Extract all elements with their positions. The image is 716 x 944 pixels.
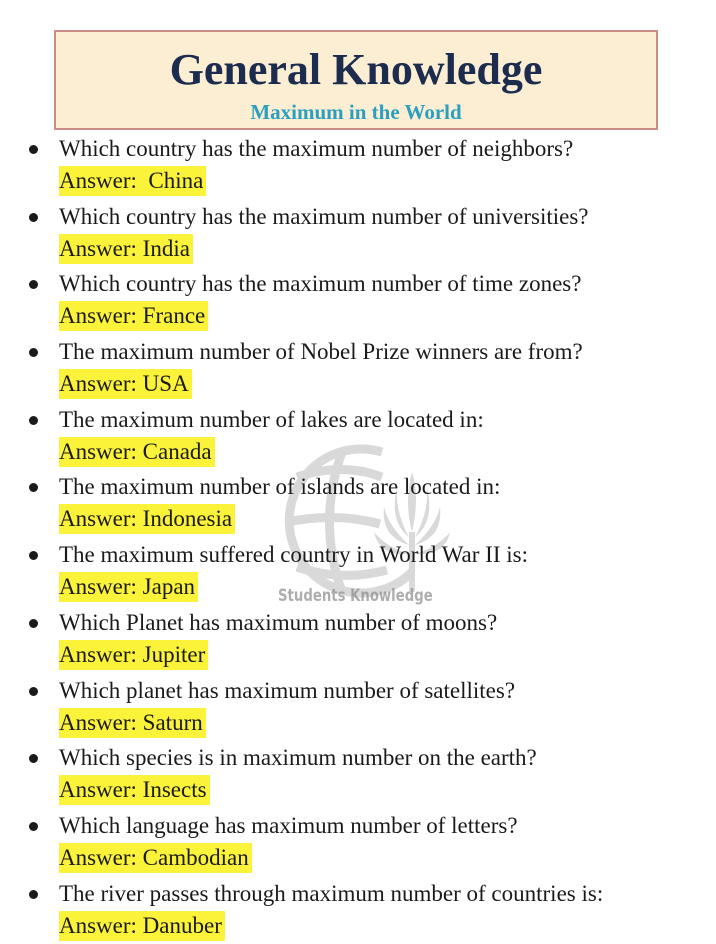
bullet-icon xyxy=(29,687,38,696)
list-item xyxy=(0,200,716,268)
answer-text: Answer: Cambodian xyxy=(59,843,252,873)
question-text: Which country has the maximum number of neighbors? xyxy=(59,136,574,161)
question-text: Which Planet has maximum number of moons? xyxy=(59,609,498,635)
answer-text: Answer: Japan xyxy=(59,572,198,602)
list-item xyxy=(0,741,716,809)
list-item xyxy=(0,335,716,403)
answer-text: Answer: India xyxy=(59,234,193,264)
answer-text: Answer: Saturn xyxy=(59,708,206,738)
bullet-icon xyxy=(29,483,38,492)
question-text: Which country has the maximum number of time zones? xyxy=(59,271,582,297)
bullet-icon xyxy=(29,348,38,357)
answer-text: Answer: Insects xyxy=(59,775,210,805)
page-subtitle: Maximum in the World xyxy=(250,100,462,124)
list-item xyxy=(0,877,716,944)
bullet-icon xyxy=(29,551,38,560)
question-text: Which planet has maximum number of satellites? xyxy=(59,677,516,703)
question-text: Which language has maximum number of letters? xyxy=(59,812,518,838)
bullet-icon xyxy=(29,213,38,222)
answer-text: Answer: Indonesia xyxy=(59,504,235,534)
watermark-text: Students Knowledge xyxy=(278,586,433,606)
list-item xyxy=(0,538,716,606)
bullet-icon xyxy=(29,822,38,831)
list-item xyxy=(0,606,716,674)
answer-text: Answer: Danuber xyxy=(59,911,225,941)
question-text: The maximum number of lakes are located in: xyxy=(59,406,484,432)
question-list xyxy=(0,132,716,944)
answer-text: Answer: China xyxy=(59,166,206,196)
answer-text: Answer: USA xyxy=(59,369,192,399)
answer-text: Answer: Jupiter xyxy=(59,640,208,670)
list-item xyxy=(0,809,716,877)
bullet-icon xyxy=(29,890,38,899)
list-item xyxy=(0,470,716,538)
list-item xyxy=(0,132,716,200)
list-item xyxy=(0,267,716,335)
answer-text: Answer: Canada xyxy=(59,437,215,467)
bullet-icon xyxy=(29,754,38,763)
question-text: Which country has the maximum number of universities? xyxy=(59,203,589,229)
header-box xyxy=(54,30,658,130)
bullet-icon xyxy=(29,416,38,425)
question-text: The river passes through maximum number of countries is: xyxy=(59,880,604,906)
list-item xyxy=(0,674,716,742)
bullet-icon xyxy=(29,619,38,628)
question-text: Which species is in maximum number on the earth? xyxy=(59,745,537,771)
question-text: The maximum number of Nobel Prize winners are from? xyxy=(59,339,583,365)
list-item xyxy=(0,403,716,471)
question-text: The maximum number of islands are located in: xyxy=(59,474,501,500)
question-text: The maximum suffered country in World War II is: xyxy=(59,542,528,568)
answer-text: Answer: France xyxy=(59,301,208,331)
bullet-icon xyxy=(29,280,38,289)
bullet-icon xyxy=(29,145,38,154)
page-title: General Knowledge xyxy=(169,45,543,94)
